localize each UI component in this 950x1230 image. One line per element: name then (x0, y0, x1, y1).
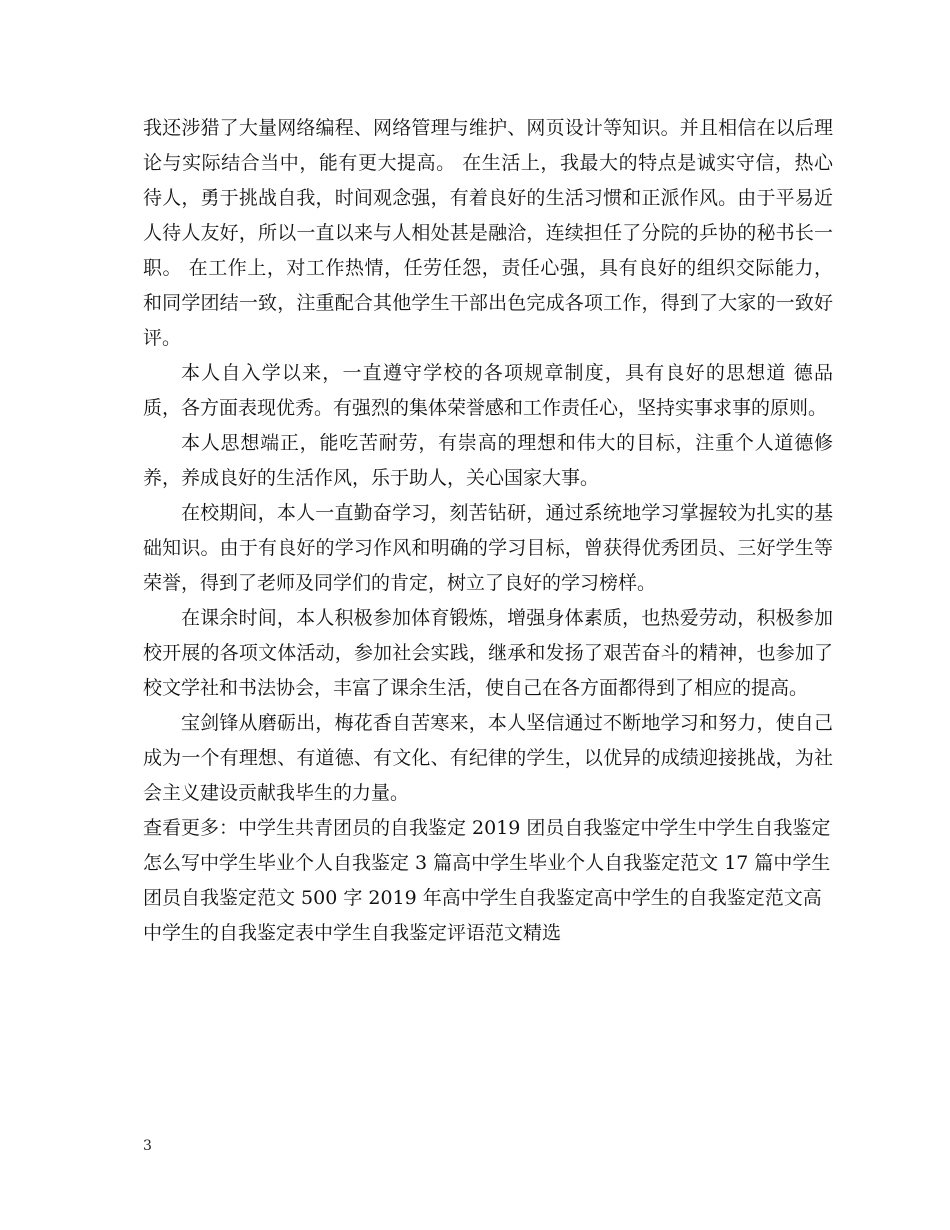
paragraph-4: 在校期间，本人一直勤奋学习，刻苦钻研，通过系统地学习掌握较为扎实的基础知识。由于有良好的学习作风和明确的学习目标，曾获得优秀团员、三好学生等荣誉，得到了老师及同学们的肯定，树立了良好的学习榜样。 (143, 502, 833, 594)
see-more-related-links: 查看更多：中学生共青团员的自我鉴定 2019 团员自我鉴定中学生中学生自我鉴定怎么写中学生毕业个人自我鉴定 3 篇高中学生毕业个人自我鉴定范文 17 篇中学生团员自我鉴定范文 500 字 2019 年高中学生自我鉴定高中学生的自我鉴定范文高中学生的自我鉴定表中学生自我鉴定评语范文精选 (143, 817, 831, 944)
paragraph-2: 本人自入学以来，一直遵守学校的各项规章制度，具有良好的思想道 德品质，各方面表现优秀。有强烈的集体荣誉感和工作责任心，坚持实事求事的原则。 (143, 362, 833, 419)
document-body (143, 111, 833, 951)
page-number: 3 (143, 1138, 152, 1154)
paragraph-5: 在课余时间，本人积极参加体育锻炼，增强身体素质，也热爱劳动，积极参加校开展的各项文体活动，参加社会实践，继承和发扬了艰苦奋斗的精神，也参加了校文学社和书法协会，丰富了课余生活，使自己在各方面都得到了相应的提高。 (143, 607, 833, 699)
paragraph-3: 本人思想端正，能吃苦耐劳，有崇高的理想和伟大的目标，注重个人道德修养，养成良好的生活作风，乐于助人，关心国家大事。 (143, 432, 833, 489)
paragraph-6: 宝剑锋从磨砺出，梅花香自苦寒来，本人坚信通过不断地学习和努力，使自己成为一个有理想、有道德、有文化、有纪律的学生，以优异的成绩迎接挑战，为社会主义建设贡献我毕生的力量。 (143, 712, 833, 804)
paragraph-1: 我还涉猎了大量网络编程、网络管理与维护、网页设计等知识。并且相信在以后理论与实际结合当中，能有更大提高。 在生活上，我最大的特点是诚实守信，热心待人，勇于挑战自我，时间观念强，有着良好的生活习惯和正派作风。由于平易近人待人友好，所以一直以来与人相处甚是融洽，连续担任了分院的乒协的秘书长一职。 在工作上，对工作热情，任劳任怨，责任心强，具有良好的组织交际能力，和同学团结一致，注重配合其他学生干部出色完成各项工作，得到了大家的一致好评。 (143, 117, 833, 349)
